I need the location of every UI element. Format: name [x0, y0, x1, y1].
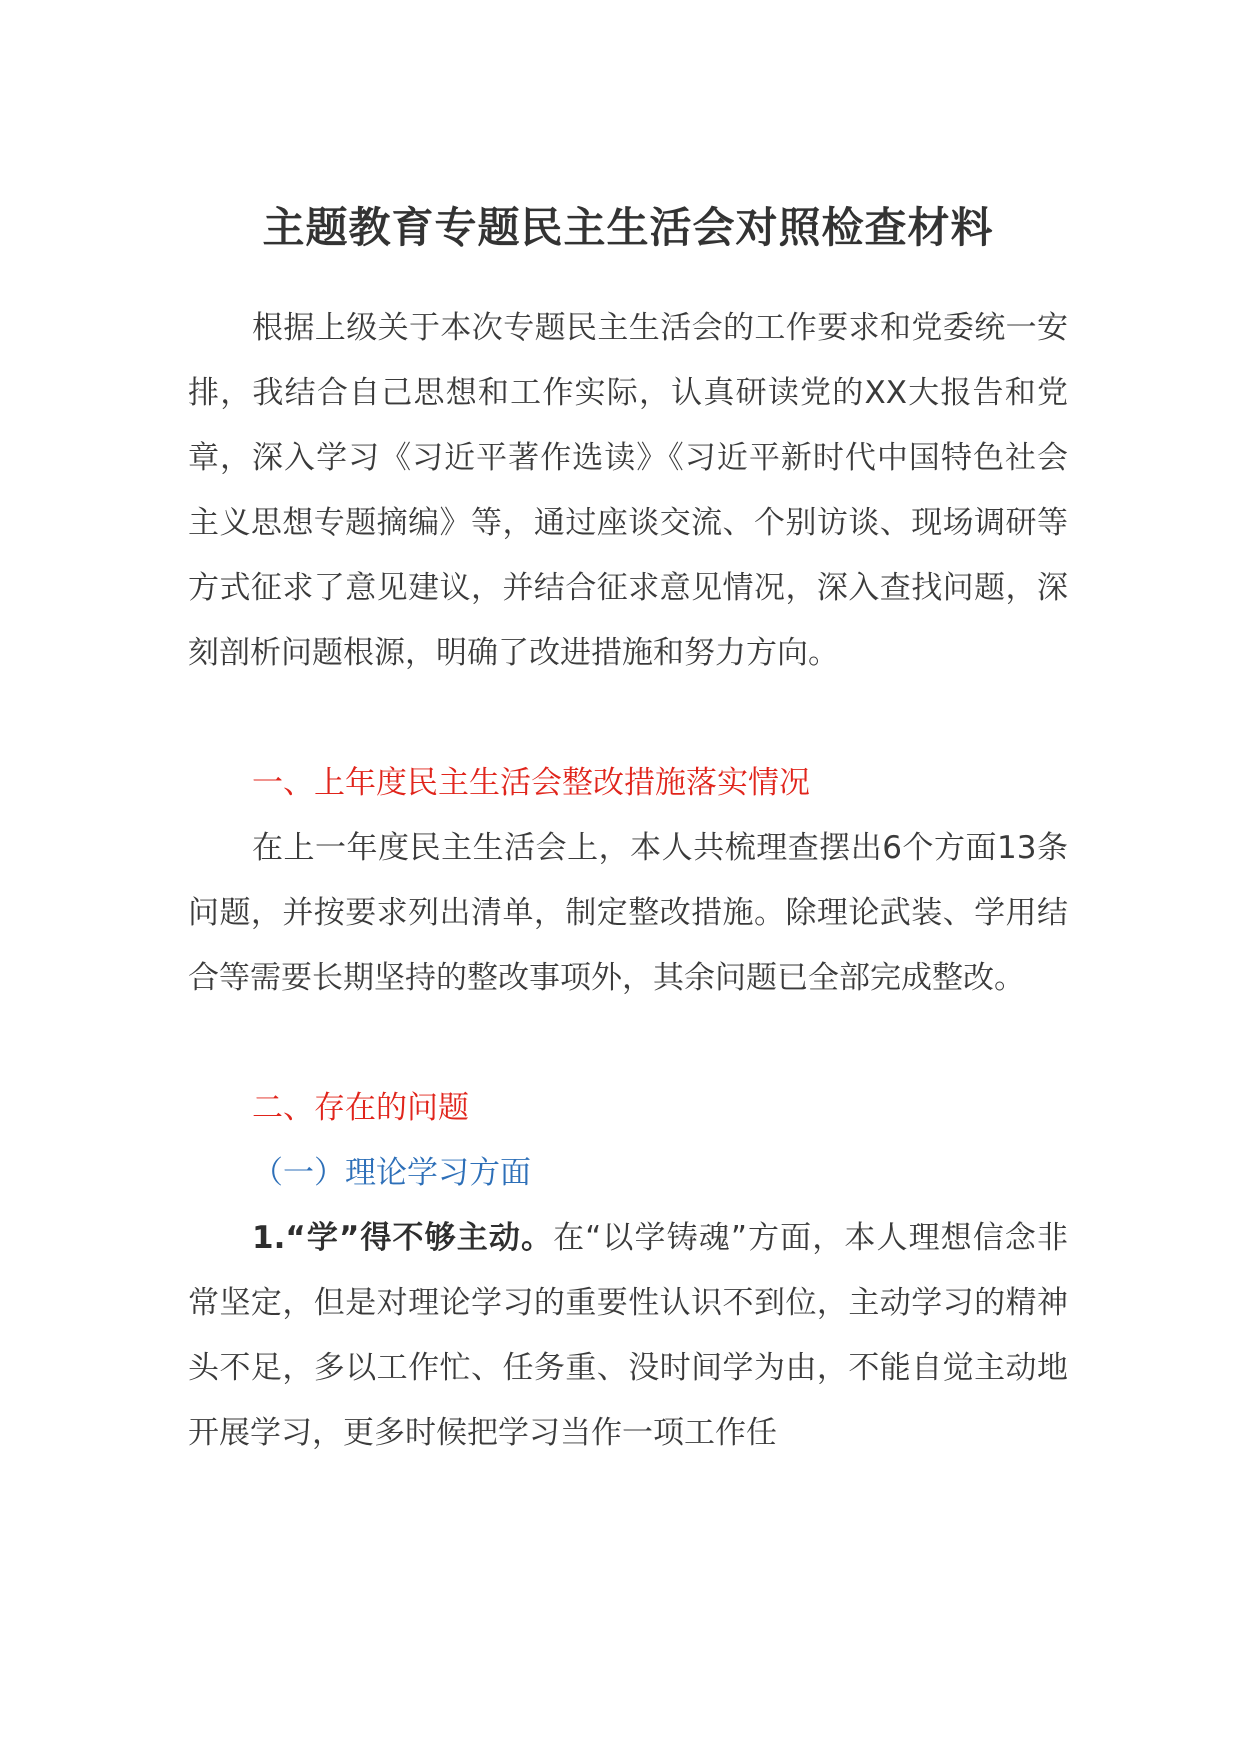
item-1-lead: 1.“学”得不够主动。 — [252, 1220, 554, 1256]
page-title: 主题教育专题民主生活会对照检查材料 — [262, 203, 994, 252]
intro-paragraph: 根据上级关于本次专题民主生活会的工作要求和党委统一安排，我结合自己思想和工作实际，认真研读党的XX大报告和党章，深入学习《习近平著作选读》《习近平新时代中国特色社会主义思想专题摘编》等，通过座谈交流、个别访谈、现场调研等方式征求了意见建议，并结合征求意见情况，深入查找问题，深刻剖析问题根源，明确了改进措施和努力方向。 — [188, 310, 1068, 671]
subsection-heading-1: （一）理论学习方面 — [252, 1155, 531, 1191]
document-page — [188, 0, 1068, 1754]
section-heading-2: 二、存在的问题 — [252, 1090, 469, 1126]
section-1-paragraph: 在上一年度民主生活会上，本人共梳理查摆出6个方面13条问题，并按要求列出清单，制定整改措施。除理论武装、学用结合等需要长期坚持的整改事项外，其余问题已全部完成整改。 — [188, 830, 1068, 996]
section-heading-1: 一、上年度民主生活会整改措施落实情况 — [252, 765, 810, 801]
item-1-text: 在“以学铸魂”方面，本人理想信念非常坚定，但是对理论学习的重要性认识不到位，主动学习的精神头不足，多以工作忙、任务重、没时间学为由，不能自觉主动地开展学习，更多时候把学习当作一项工作任 — [188, 1220, 1069, 1451]
item-1-paragraph — [188, 1206, 1068, 1466]
